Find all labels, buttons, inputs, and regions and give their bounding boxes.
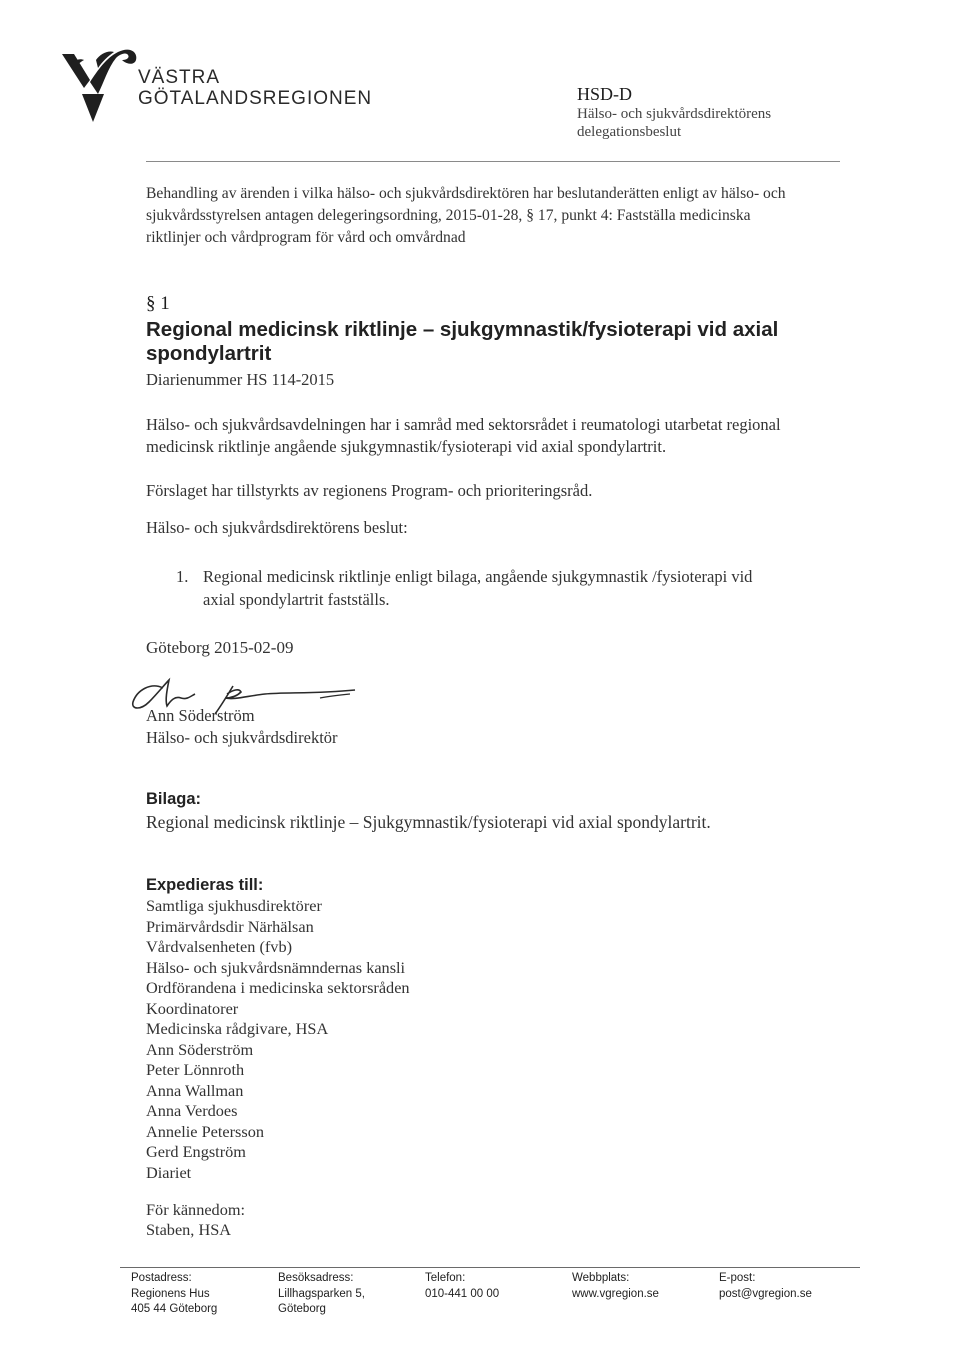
intro-paragraph: Behandling av ärenden i vilka hälso- och sjukvårdsdirektören har beslutanderätten enligt av hälso- och sjukvårdsstyrelsen antagen delegeringsordning, 2015-01-28, § 17, punkt 4: Fastställa medicinska riktlinjer och vårdprogram för vård och omvårdnad	[146, 185, 786, 246]
footer-value: Regionens Hus	[131, 1287, 210, 1300]
body-paragraph-1: Hälso- och sjukvårdsavdelningen har i samråd med sektorsrådet i reumatologi utarbetat regional medicinsk riktlinje angående sjukgymnastik/fysioterapi vid axial spondylartrit.	[146, 415, 781, 456]
attachment-heading: Bilaga:	[146, 790, 202, 808]
signatory-title: Hälso- och sjukvårdsdirektör	[146, 728, 338, 747]
logo-text-line1: VÄSTRA	[138, 67, 221, 88]
list-item: Peter Lönnroth	[146, 1060, 245, 1079]
footer-email	[719, 1271, 812, 1302]
footer-divider	[120, 1267, 860, 1268]
footer-website	[572, 1271, 659, 1302]
footer-email-link[interactable]: post@vgregion.se	[719, 1287, 812, 1300]
logo-text-line2: GÖTALANDSREGIONEN	[138, 88, 373, 109]
for-information-text: Staben, HSA	[146, 1220, 232, 1239]
footer-value: 010-441 00 00	[425, 1287, 500, 1300]
section-symbol: § 1	[146, 293, 170, 314]
footer-label: Telefon:	[425, 1272, 466, 1284]
list-item: Primärvårdsdir Närhälsan	[146, 916, 314, 936]
header-divider	[146, 161, 840, 162]
decision-heading: Hälso- och sjukvårdsdirektörens beslut:	[146, 518, 408, 537]
footer-value: Göteborg	[278, 1303, 326, 1315]
footer-label: Webbplats:	[572, 1272, 630, 1284]
list-item: Medicinska rådgivare, HSA	[146, 1019, 329, 1038]
footer-value: 405 44 Göteborg	[131, 1303, 218, 1315]
document-type-line2: delegationsbeslut	[577, 124, 682, 140]
list-item: Annelie Petersson	[146, 1121, 265, 1141]
vgr-logo-icon	[60, 42, 140, 124]
attachment-text: Regional medicinsk riktlinje – Sjukgymnastik/fysioterapi vid axial spondylartrit.	[146, 812, 711, 832]
list-item: Vårdvalsenheten (fvb)	[146, 937, 293, 956]
distribution-heading: Expedieras till:	[146, 876, 264, 894]
list-item: Anna Wallman	[146, 1080, 244, 1100]
footer-label: Besöksadress:	[278, 1272, 354, 1284]
footer-visit-address	[278, 1271, 365, 1318]
list-item: Anna Verdoes	[146, 1101, 238, 1120]
place-date: Göteborg 2015-02-09	[146, 638, 294, 657]
diary-number: Diarienummer HS 114-2015	[146, 370, 335, 389]
list-item: Gerd Engström	[146, 1142, 246, 1161]
for-information-heading: För kännedom:	[146, 1200, 246, 1219]
document-type-line1: Hälso- och sjukvårdsdirektörens	[577, 106, 772, 122]
list-item: Samtliga sjukhusdirektörer	[146, 896, 322, 915]
document-code: HSD-D	[577, 84, 633, 104]
distribution-list	[146, 896, 410, 1183]
list-item: Ordförandena i medicinska sektorsråden	[146, 978, 410, 997]
list-item: Hälso- och sjukvårdsnämndernas kansli	[146, 957, 406, 977]
section-heading: Regional medicinsk riktlinje – sjukgymnastik/fysioterapi vid axial spondylartrit	[146, 318, 779, 365]
decision-item-number: 1.	[176, 567, 189, 586]
footer-website-link[interactable]: www.vgregion.se	[572, 1287, 659, 1300]
signatory-name: Ann Söderström	[146, 706, 255, 725]
footer-value: Lillhagsparken 5,	[278, 1287, 365, 1300]
list-item: Koordinatorer	[146, 998, 239, 1018]
decision-item-text: Regional medicinsk riktlinje enligt bilaga, angående sjukgymnastik /fysioterapi vid axial spondylartrit fastställs.	[203, 567, 753, 609]
footer-postal-address	[131, 1271, 217, 1318]
footer-phone	[425, 1271, 499, 1302]
body-paragraph-2: Förslaget har tillstyrkts av regionens Program- och prioriteringsråd.	[146, 481, 593, 500]
footer-label: E-post:	[719, 1272, 756, 1284]
list-item: Ann Söderström	[146, 1039, 254, 1059]
footer-label: Postadress:	[131, 1272, 192, 1284]
list-item: Diariet	[146, 1162, 192, 1182]
